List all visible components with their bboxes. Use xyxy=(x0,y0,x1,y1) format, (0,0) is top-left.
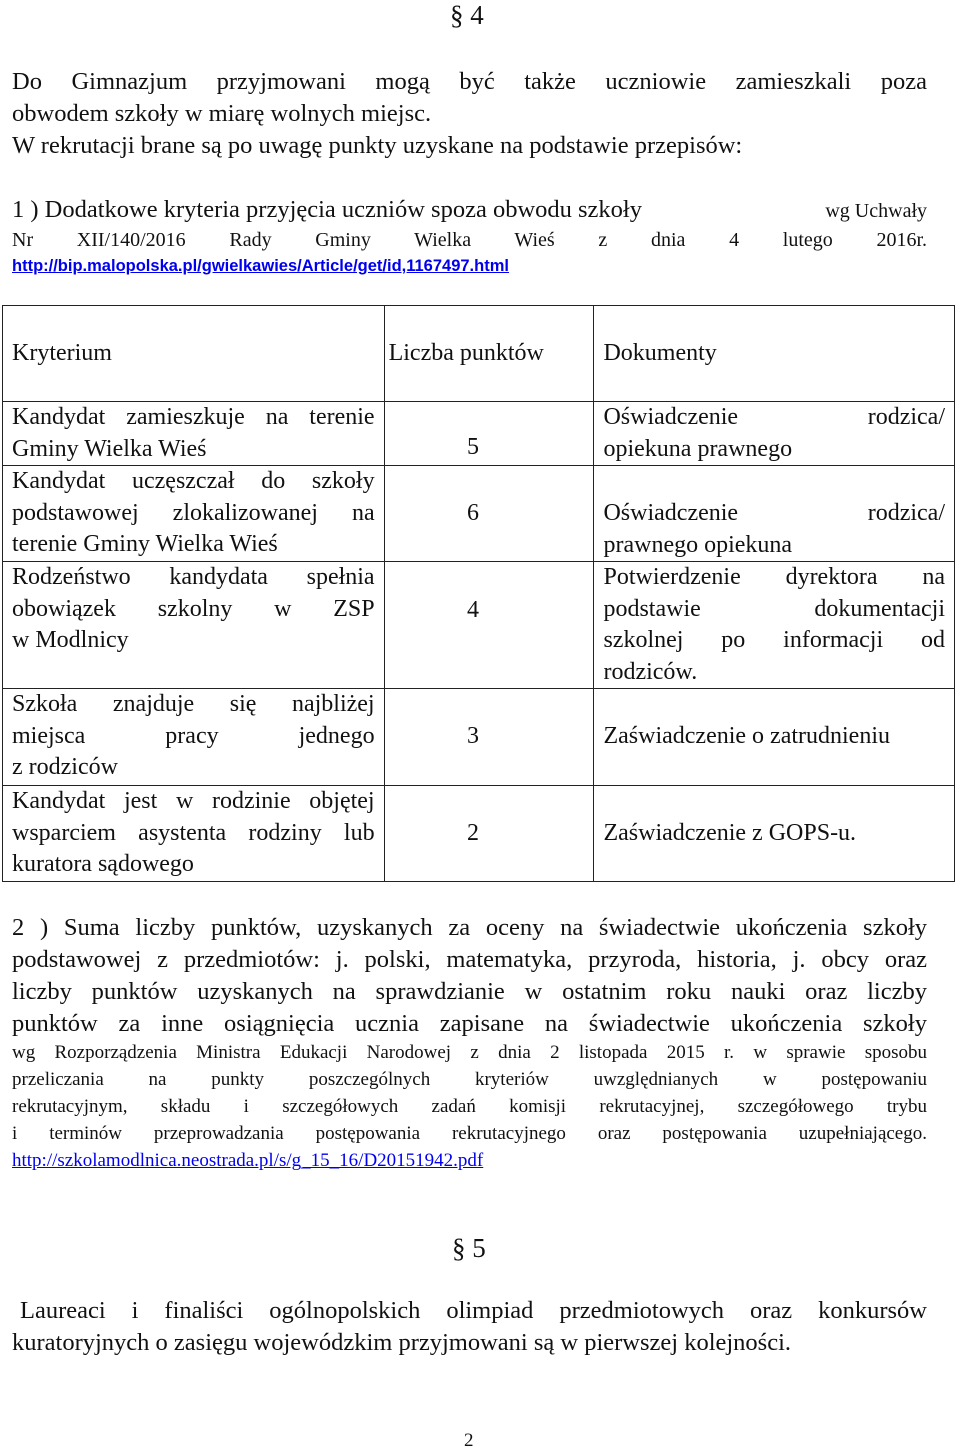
criterion-cell: Rodzeństwo kandydata spełnia obowiązek szkolny w ZSP w Modlnicy xyxy=(3,562,385,689)
header-documents: Dokumenty xyxy=(594,306,955,402)
table-row xyxy=(3,786,955,882)
criterion-cell: Kandydat uczęszczał do szkoły podstawowej zlokalizowanej na terenie Gminy Wielka Wieś xyxy=(3,466,385,562)
item-1-heading xyxy=(12,194,927,226)
criterion-cell: Szkoła znajduje się najbliżej miejsca pracy jednego z rodziców xyxy=(3,689,385,786)
section-5-line: kuratoryjnych o zasięgu wojewódzkim przyjmowani są w pierwszej kolejności. xyxy=(12,1329,792,1356)
documents-cell: Zaświadczenie o zatrudnieniu xyxy=(594,689,955,786)
item-1-small-text: wg Uchwały xyxy=(825,200,927,222)
paragraph-line: obwodem szkoły w miarę wolnych miejsc. xyxy=(12,100,432,127)
item-2-line: 2 ) Suma liczby punktów, uzyskanych za oceny na świadectwie ukończenia szkoły xyxy=(12,914,927,941)
table-header-row xyxy=(3,306,955,402)
points-cell: 2 xyxy=(384,786,594,882)
table-row xyxy=(3,689,955,786)
documents-cell: Zaświadczenie z GOPS-u. xyxy=(594,786,955,882)
criterion-cell: Kandydat jest w rodzinie objętej wsparciem asystenta rodziny lub kuratora sądowego xyxy=(3,786,385,882)
regulation-line: rekrutacyjnym, składu i szczegółowych zadań komisji rekrutacyjnej, szczegółowego trybu xyxy=(12,1096,927,1117)
documents-cell: Potwierdzenie dyrektora na podstawie dokumentacji szkolnej po informacji od rodziców. xyxy=(594,562,955,689)
page-number: 2 xyxy=(464,1430,474,1451)
regulation-line: wg Rozporządzenia Ministra Edukacji Narodowej z dnia 2 listopada 2015 r. w sprawie sposobu xyxy=(12,1042,927,1063)
points-cell: 4 xyxy=(384,562,594,689)
documents-cell: Oświadczenie rodzica/ opiekuna prawnego xyxy=(594,402,955,466)
section-5-line: Laureaci i finaliści ogólnopolskich olimpiad przedmiotowych oraz konkursów xyxy=(20,1297,927,1324)
criteria-table xyxy=(2,305,955,882)
item-2-line: podstawowej z przedmiotów: j. polski, matematyka, przyroda, historia, j. obcy oraz xyxy=(12,946,927,973)
points-cell: 6 xyxy=(384,466,594,562)
item-2-line: punktów za inne osiągnięcia ucznia zapisane na świadectwie ukończenia szkoły xyxy=(12,1010,927,1037)
header-criterion: Kryterium xyxy=(3,306,385,402)
points-cell: 3 xyxy=(384,689,594,786)
regulation-line: przeliczania na punkty poszczególnych kryteriów uwzględnianych w postępowaniu xyxy=(12,1069,927,1090)
points-cell: 5 xyxy=(384,402,594,466)
table-row xyxy=(3,562,955,689)
section-4-mark: § 4 xyxy=(450,0,484,30)
item-2-line: liczby punktów uzyskanych na sprawdzianie w ostatnim roku nauki oraz liczby xyxy=(12,978,927,1005)
regulation-line: i terminów przeprowadzania postępowania rekrutacyjnego oraz postępowania uzupełniającego. xyxy=(12,1123,927,1144)
table-row xyxy=(3,402,955,466)
table-row xyxy=(3,466,955,562)
header-points: Liczba punktów xyxy=(384,306,594,402)
item-1-resolution: Nr XII/140/2016 Rady Gminy Wielka Wieś z dnia 4 lutego 2016r. xyxy=(12,229,927,251)
section-5-mark: § 5 xyxy=(452,1233,486,1263)
documents-cell: Oświadczenie rodzica/ prawnego opiekuna xyxy=(594,466,955,562)
criterion-cell: Kandydat zamieszkuje na terenie Gminy Wielka Wieś xyxy=(3,402,385,466)
regulation-pdf-link[interactable]: http://szkolamodlnica.neostrada.pl/s/g_15_16/D20151942.pdf xyxy=(12,1150,484,1171)
bip-link[interactable]: http://bip.malopolska.pl/gwielkawies/Article/get/id,1167497.html xyxy=(12,257,509,275)
paragraph-line: Do Gimnazjum przyjmowani mogą być także uczniowie zamieszkali poza xyxy=(12,68,927,95)
paragraph-line: W rekrutacji brane są po uwagę punkty uzyskane na podstawie przepisów: xyxy=(12,132,743,159)
item-1-text: 1 ) Dodatkowe kryteria przyjęcia uczniów spoza obwodu szkoły xyxy=(12,196,642,223)
